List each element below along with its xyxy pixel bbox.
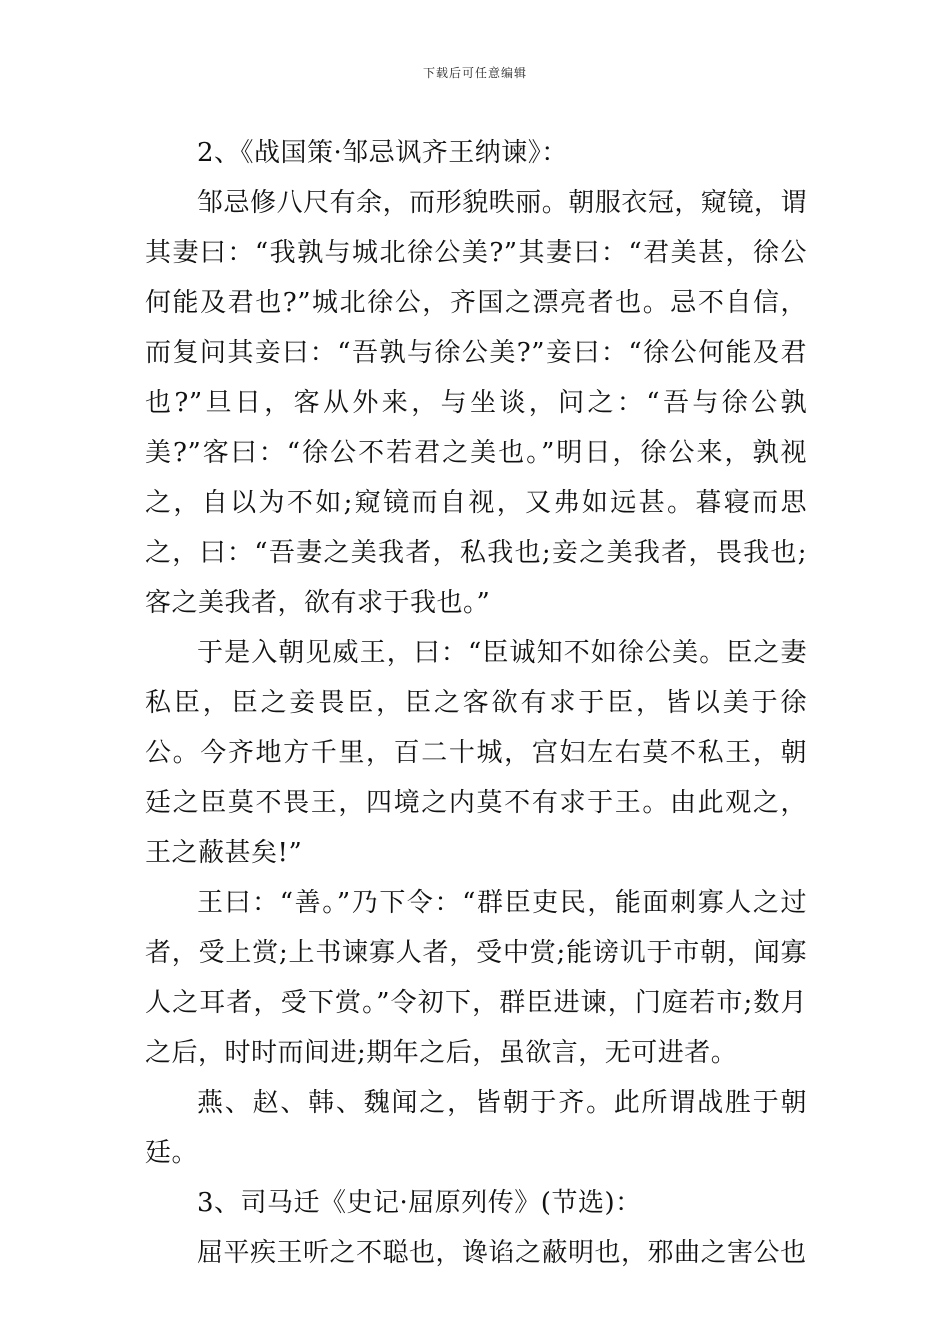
page-header: 下载后可任意编辑	[422, 66, 527, 80]
paragraph: 于是入朝见威王，曰：“臣诚知不如徐公美。臣之妻私臣，臣之妾畏臣，臣之客欲有求于臣，皆以美于徐公。今齐地方千里，百二十城，宫妇左右莫不私王，朝廷之臣莫不畏王，四境之内莫不有求于王。由此观之，王之蔽甚矣!”	[145, 638, 807, 868]
paragraph: 邹忌修八尺有余，而形貌昳丽。朝服衣冠，窥镜，谓其妻曰：“我孰与城北徐公美?”其妻曰：“君美甚，徐公何能及君也?”城北徐公，齐国之漂亮者也。忌不自信，而复问其妾曰：“吾孰与徐公美?”妾曰：“徐公何能及君也?”旦日，客从外来，与坐谈，问之：“吾与徐公孰美?”客曰：“徐公不若君之美也。”明日，徐公来，孰视之，自以为不如;窥镜而自视，又弗如远甚。暮寝而思之，曰：“吾妻之美我者，私我也;妾之美我者，畏我也;客之美我者，欲有求于我也。”	[145, 188, 807, 618]
paragraph: 王曰：“善。”乃下令：“群臣吏民，能面刺寡人之过者，受上赏;上书谏寡人者，受中赏;能谤讥于市朝，闻寡人之耳者，受下赏。”令初下，群臣进谏，门庭若市;数月之后，时时而间进;期年之后，虽欲言，无可进者。	[145, 888, 807, 1068]
section-heading-2: 2、《战国策·邹忌讽齐王纳谏》：	[197, 138, 568, 168]
document-body	[145, 128, 807, 1278]
section-heading-3: 3、司马迁《史记·屈原列传》(节选)：	[197, 1188, 642, 1218]
paragraph: 燕、赵、韩、魏闻之，皆朝于齐。此所谓战胜于朝廷。	[145, 1088, 807, 1168]
paragraph: 屈平疾王听之不聪也，谗谄之蔽明也，邪曲之害公也	[197, 1238, 807, 1268]
